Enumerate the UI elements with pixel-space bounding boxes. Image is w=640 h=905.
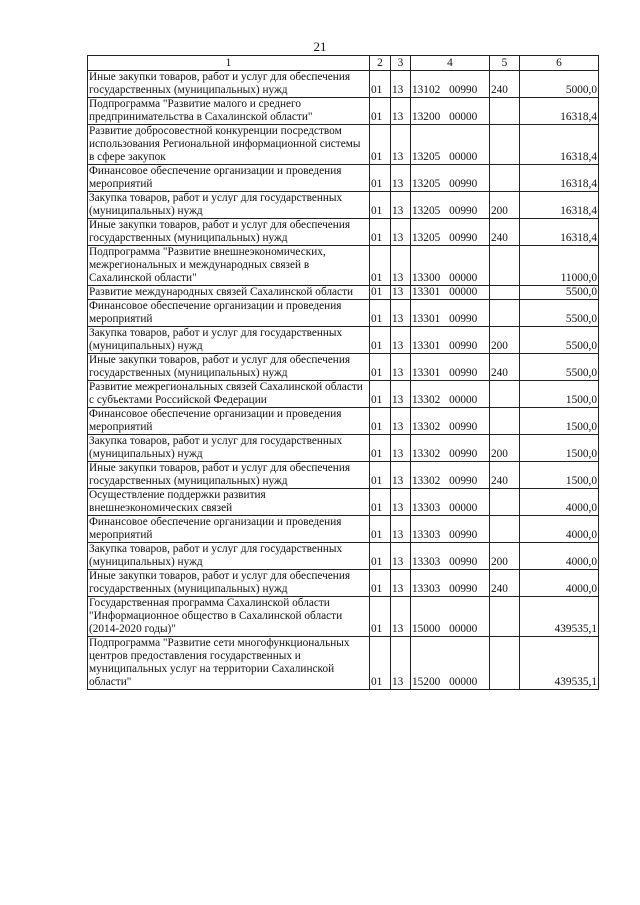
name-cell: Развитие добросовестной конкуренции посредством использования Региональной информационной системы в сфере закупок <box>88 125 370 165</box>
expense-type-cell: 240 <box>490 219 520 246</box>
section-cell: 01 <box>370 300 391 327</box>
table-row <box>88 71 599 98</box>
expense-type-cell <box>490 98 520 125</box>
section-cell: 01 <box>370 354 391 381</box>
header-col-1: 1 <box>88 56 370 71</box>
target-article-cell: 13205 00990 <box>411 165 490 192</box>
section-cell: 01 <box>370 192 391 219</box>
name-cell: Закупка товаров, работ и услуг для государственных (муниципальных) нужд <box>88 192 370 219</box>
expense-type-cell: 200 <box>490 435 520 462</box>
table-row <box>88 597 599 637</box>
section-cell: 01 <box>370 246 391 286</box>
name-cell: Государственная программа Сахалинской области "Информационное общество в Сахалинской области (2014-2020 годы)" <box>88 597 370 637</box>
table-row <box>88 543 599 570</box>
expense-type-cell: 200 <box>490 327 520 354</box>
name-cell: Закупка товаров, работ и услуг для государственных (муниципальных) нужд <box>88 543 370 570</box>
amount-cell: 16318,4 <box>520 98 599 125</box>
header-col-2: 2 <box>370 56 391 71</box>
amount-cell: 439535,1 <box>520 637 599 690</box>
expense-type-cell <box>490 597 520 637</box>
subsection-cell: 13 <box>391 516 411 543</box>
name-cell: Осуществление поддержки развития внешнеэкономических связей <box>88 489 370 516</box>
target-article-cell: 13301 00990 <box>411 354 490 381</box>
budget-table <box>87 55 599 690</box>
table-row <box>88 165 599 192</box>
subsection-cell: 13 <box>391 489 411 516</box>
amount-cell: 16318,4 <box>520 165 599 192</box>
table-row <box>88 570 599 597</box>
expense-type-cell <box>490 381 520 408</box>
section-cell: 01 <box>370 327 391 354</box>
amount-cell: 4000,0 <box>520 489 599 516</box>
subsection-cell: 13 <box>391 98 411 125</box>
section-cell: 01 <box>370 435 391 462</box>
amount-cell: 5500,0 <box>520 327 599 354</box>
amount-cell: 1500,0 <box>520 435 599 462</box>
table-row <box>88 125 599 165</box>
amount-cell: 4000,0 <box>520 543 599 570</box>
expense-type-cell <box>490 125 520 165</box>
target-article-cell: 13200 00000 <box>411 98 490 125</box>
subsection-cell: 13 <box>391 597 411 637</box>
header-col-6: 6 <box>520 56 599 71</box>
name-cell: Закупка товаров, работ и услуг для государственных (муниципальных) нужд <box>88 327 370 354</box>
target-article-cell: 13300 00000 <box>411 246 490 286</box>
target-article-cell: 13303 00000 <box>411 489 490 516</box>
amount-cell: 1500,0 <box>520 381 599 408</box>
name-cell: Подпрограмма "Развитие малого и среднего предпринимательства в Сахалинской области" <box>88 98 370 125</box>
name-cell: Финансовое обеспечение организации и проведения мероприятий <box>88 300 370 327</box>
target-article-cell: 13102 00990 <box>411 71 490 98</box>
subsection-cell: 13 <box>391 165 411 192</box>
name-cell: Иные закупки товаров, работ и услуг для обеспечения государственных (муниципальных) нужд <box>88 219 370 246</box>
amount-cell: 16318,4 <box>520 125 599 165</box>
target-article-cell: 13302 00000 <box>411 381 490 408</box>
table-row <box>88 516 599 543</box>
section-cell: 01 <box>370 489 391 516</box>
expense-type-cell: 240 <box>490 570 520 597</box>
table-row <box>88 435 599 462</box>
name-cell: Иные закупки товаров, работ и услуг для обеспечения государственных (муниципальных) нужд <box>88 354 370 381</box>
amount-cell: 5500,0 <box>520 300 599 327</box>
target-article-cell: 13303 00990 <box>411 570 490 597</box>
section-cell: 01 <box>370 381 391 408</box>
target-article-cell: 13302 00990 <box>411 435 490 462</box>
target-article-cell: 15000 00000 <box>411 597 490 637</box>
subsection-cell: 13 <box>391 354 411 381</box>
table-row <box>88 246 599 286</box>
page-number: 21 <box>313 39 327 54</box>
expense-type-cell <box>490 300 520 327</box>
name-cell: Подпрограмма "Развитие сети многофункциональных центров предоставления государственных и муниципальных услуг на территории Сахалинской области" <box>88 637 370 690</box>
amount-cell: 16318,4 <box>520 192 599 219</box>
header-col-3: 3 <box>391 56 411 71</box>
name-cell: Иные закупки товаров, работ и услуг для обеспечения государственных (муниципальных) нужд <box>88 462 370 489</box>
section-cell: 01 <box>370 637 391 690</box>
subsection-cell: 13 <box>391 246 411 286</box>
subsection-cell: 13 <box>391 570 411 597</box>
header-col-5: 5 <box>490 56 520 71</box>
target-article-cell: 13302 00990 <box>411 462 490 489</box>
name-cell: Финансовое обеспечение организации и проведения мероприятий <box>88 516 370 543</box>
target-article-cell: 15200 00000 <box>411 637 490 690</box>
subsection-cell: 13 <box>391 381 411 408</box>
amount-cell: 4000,0 <box>520 570 599 597</box>
table-body <box>88 71 599 690</box>
section-cell: 01 <box>370 286 391 300</box>
subsection-cell: 13 <box>391 327 411 354</box>
amount-cell: 5000,0 <box>520 71 599 98</box>
section-cell: 01 <box>370 462 391 489</box>
section-cell: 01 <box>370 597 391 637</box>
target-article-cell: 13205 00000 <box>411 125 490 165</box>
section-cell: 01 <box>370 125 391 165</box>
amount-cell: 5500,0 <box>520 354 599 381</box>
table-row <box>88 462 599 489</box>
target-article-cell: 13301 00990 <box>411 300 490 327</box>
amount-cell: 11000,0 <box>520 246 599 286</box>
subsection-cell: 13 <box>391 219 411 246</box>
expense-type-cell <box>490 637 520 690</box>
expense-type-cell: 240 <box>490 354 520 381</box>
subsection-cell: 13 <box>391 435 411 462</box>
table-row <box>88 286 599 300</box>
table-row <box>88 327 599 354</box>
name-cell: Иные закупки товаров, работ и услуг для обеспечения государственных (муниципальных) нужд <box>88 71 370 98</box>
expense-type-cell: 240 <box>490 71 520 98</box>
expense-type-cell <box>490 489 520 516</box>
table-row <box>88 381 599 408</box>
amount-cell: 439535,1 <box>520 597 599 637</box>
subsection-cell: 13 <box>391 125 411 165</box>
section-cell: 01 <box>370 165 391 192</box>
subsection-cell: 13 <box>391 192 411 219</box>
expense-type-cell: 200 <box>490 192 520 219</box>
amount-cell: 4000,0 <box>520 516 599 543</box>
name-cell: Развитие межрегиональных связей Сахалинской области с субъектами Российской Федерации <box>88 381 370 408</box>
subsection-cell: 13 <box>391 300 411 327</box>
target-article-cell: 13301 00990 <box>411 327 490 354</box>
name-cell: Закупка товаров, работ и услуг для государственных (муниципальных) нужд <box>88 435 370 462</box>
subsection-cell: 13 <box>391 408 411 435</box>
target-article-cell: 13303 00990 <box>411 543 490 570</box>
name-cell: Иные закупки товаров, работ и услуг для обеспечения государственных (муниципальных) нужд <box>88 570 370 597</box>
amount-cell: 5500,0 <box>520 286 599 300</box>
target-article-cell: 13302 00990 <box>411 408 490 435</box>
header-col-4: 4 <box>411 56 490 71</box>
name-cell: Финансовое обеспечение организации и проведения мероприятий <box>88 165 370 192</box>
expense-type-cell <box>490 165 520 192</box>
expense-type-cell <box>490 246 520 286</box>
section-cell: 01 <box>370 98 391 125</box>
section-cell: 01 <box>370 71 391 98</box>
subsection-cell: 13 <box>391 637 411 690</box>
amount-cell: 1500,0 <box>520 462 599 489</box>
expense-type-cell <box>490 286 520 300</box>
target-article-cell: 13303 00990 <box>411 516 490 543</box>
name-cell: Подпрограмма "Развитие внешнеэкономических, межрегиональных и международных связей в Сахалинской области" <box>88 246 370 286</box>
table-row <box>88 637 599 690</box>
name-cell: Финансовое обеспечение организации и проведения мероприятий <box>88 408 370 435</box>
name-cell: Развитие международных связей Сахалинской области <box>88 286 370 300</box>
target-article-cell: 13301 00000 <box>411 286 490 300</box>
table-row <box>88 408 599 435</box>
amount-cell: 16318,4 <box>520 219 599 246</box>
target-article-cell: 13205 00990 <box>411 219 490 246</box>
table-row <box>88 219 599 246</box>
table-row <box>88 192 599 219</box>
subsection-cell: 13 <box>391 543 411 570</box>
expense-type-cell: 240 <box>490 462 520 489</box>
expense-type-cell <box>490 408 520 435</box>
subsection-cell: 13 <box>391 462 411 489</box>
section-cell: 01 <box>370 570 391 597</box>
subsection-cell: 13 <box>391 71 411 98</box>
table-row <box>88 354 599 381</box>
subsection-cell: 13 <box>391 286 411 300</box>
header-row <box>88 56 599 71</box>
table-row <box>88 300 599 327</box>
section-cell: 01 <box>370 408 391 435</box>
section-cell: 01 <box>370 543 391 570</box>
target-article-cell: 13205 00990 <box>411 192 490 219</box>
expense-type-cell <box>490 516 520 543</box>
table-row <box>88 98 599 125</box>
section-cell: 01 <box>370 219 391 246</box>
amount-cell: 1500,0 <box>520 408 599 435</box>
expense-type-cell: 200 <box>490 543 520 570</box>
table-row <box>88 489 599 516</box>
section-cell: 01 <box>370 516 391 543</box>
